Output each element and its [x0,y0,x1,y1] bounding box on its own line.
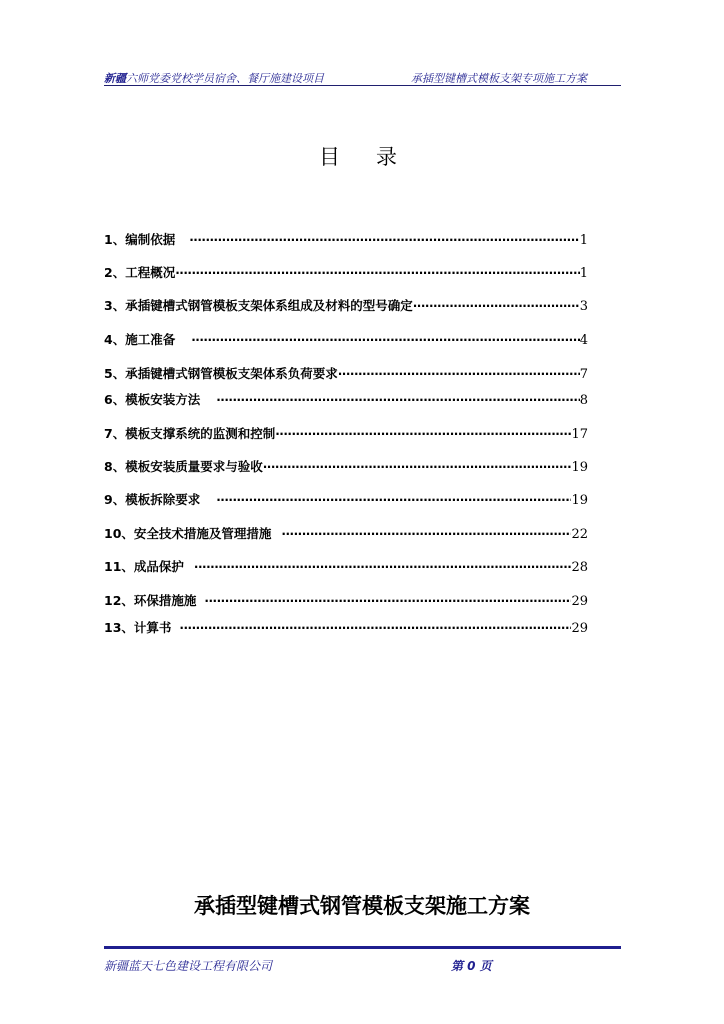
header-project-name [104,70,324,86]
toc-entry[interactable] [104,618,588,636]
toc-leader-dots [263,460,572,474]
page-footer [104,957,621,973]
toc-leader-dots [191,333,580,347]
toc-entry[interactable] [104,591,588,609]
toc-entry-label: 2、工程概况 [104,265,176,280]
toc-entry-label: 10、安全技术措施及管理措施 [104,526,272,541]
toc-entry-page: 28 [571,560,588,575]
toc-entry[interactable] [104,390,588,408]
toc-entry[interactable] [104,557,588,575]
toc-entry[interactable] [104,296,588,314]
toc-entry-page: 19 [571,493,588,508]
toc-leader-dots [275,427,571,441]
header-region: 新疆 [104,72,126,85]
toc-entry-page: 22 [571,527,588,542]
header-document-name: 承插型键槽式模板支架专项施工方案 [411,72,587,85]
toc-entry[interactable] [104,263,588,281]
toc-entry-page: 3 [579,299,588,314]
toc-entry[interactable] [104,490,588,508]
header-project-text: 六师党委党校学员宿舍、餐厅施建设项目 [126,72,324,85]
document-title: 承插型键槽式钢管模板支架施工方案 [194,893,530,918]
toc-leader-dots [189,233,580,247]
toc-title: 目录 [319,145,433,169]
toc-leader-dots [216,393,580,407]
toc-entry-label: 4、施工准备 [104,332,176,347]
toc-entry[interactable] [104,330,588,348]
toc-entry[interactable] [104,457,588,475]
header-divider [104,85,621,86]
toc-entry-page: 29 [571,594,588,609]
toc-entry[interactable] [104,364,588,382]
toc-entry-page: 1 [579,233,588,248]
toc-leader-dots [204,594,571,608]
toc-leader-dots [194,560,572,574]
toc-leader-dots [413,299,580,313]
toc-entry[interactable] [104,524,588,542]
toc-entry[interactable] [104,230,588,248]
toc-entry-page: 8 [579,393,588,408]
toc-entry-label: 12、环保措施施 [104,593,197,608]
footer-company-name: 新疆蓝天七色建设工程有限公司 [104,959,273,973]
toc-entry-label: 3、承插键槽式钢管模板支架体系组成及材料的型号确定 [104,298,413,313]
toc-entry-page: 7 [579,367,588,382]
toc-entry-label: 13、计算书 [104,620,172,635]
toc-entry-label: 8、模板安装质量要求与验收 [104,459,263,474]
toc-leader-dots [175,266,580,280]
toc-leader-dots [216,493,571,507]
toc-entry-label: 7、模板支撑系统的监测和控制 [104,426,276,441]
toc-entry-page: 1 [579,266,588,281]
toc-entry-label: 11、成品保护 [104,559,184,574]
toc-leader-dots [338,367,580,381]
toc-leader-dots [179,621,571,635]
toc-entry-page: 4 [579,333,588,348]
toc-entry-page: 17 [571,427,588,442]
toc-entry-label: 1、编制依据 [104,232,176,247]
toc-entry-page: 19 [571,460,588,475]
toc-entry-label: 5、承插键槽式钢管模板支架体系负荷要求 [104,366,338,381]
page-header [104,70,619,84]
toc-entry-page: 29 [571,621,588,636]
toc-entry[interactable] [104,424,588,442]
toc-leader-dots [281,527,571,541]
footer-page-number: 第 0 页 [451,959,492,973]
toc-entry-label: 6、模板安装方法 [104,392,201,407]
footer-divider [104,946,621,949]
toc-entry-label: 9、模板拆除要求 [104,492,201,507]
